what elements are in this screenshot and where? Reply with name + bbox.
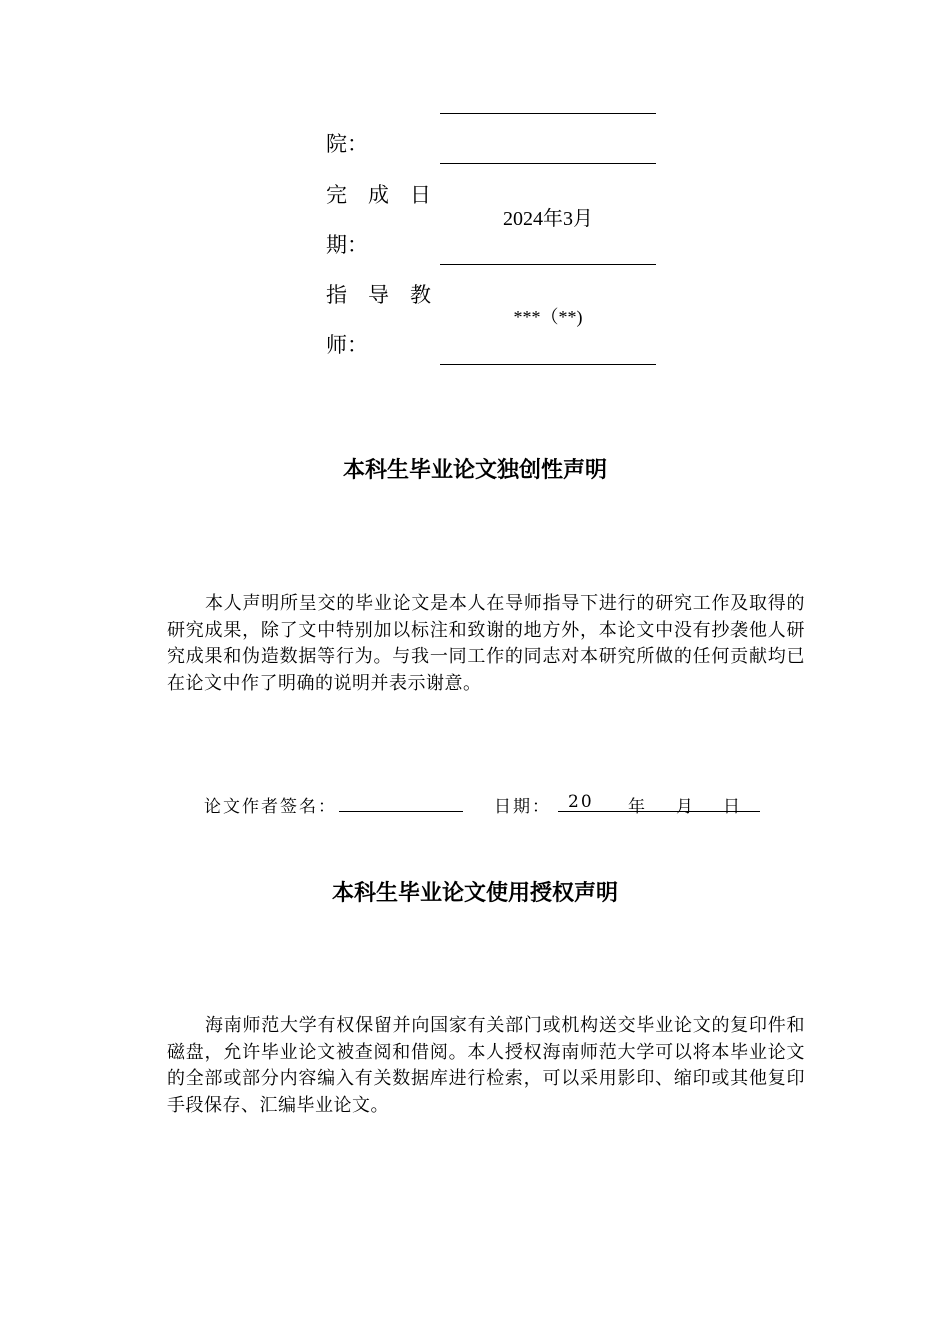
date-month-unit: 月 — [676, 797, 695, 817]
originality-body: 本人声明所呈交的毕业论文是本人在导师指导下进行的研究工作及取得的研究成果，除了文中特别加以标注和致谢的地方外，本论文中没有抄袭他人研究成果和伪造数据等行为。与我一同工作的同志对本研究所做的任何贡献均已在论文中作了明确的说明并表示谢意。 — [167, 593, 805, 694]
date-year: 20 — [568, 792, 594, 812]
advisor-label: 指 导 教 — [326, 283, 431, 307]
completion-date-line — [440, 264, 656, 265]
completion-date-label-end: 期： — [326, 233, 368, 257]
college-value-line — [440, 163, 656, 164]
authorization-title: 本科生毕业论文使用授权声明 — [331, 881, 618, 906]
advisor-value: ***（**) — [513, 307, 583, 327]
author-signature-line — [339, 811, 463, 812]
advisor-line — [440, 364, 656, 365]
author-signature-label: 论文作者签名： — [204, 797, 337, 817]
date-day-unit: 日 — [723, 797, 742, 817]
college-label: 院： — [326, 132, 368, 156]
date-line — [558, 811, 760, 812]
completion-date-label: 完 成 日 — [326, 183, 431, 207]
authorization-body: 海南师范大学有权保留并向国家有关部门或机构送交毕业论文的复印件和磁盘，允许毕业论文被查阅和借阅。本人授权海南师范大学可以将本毕业论文的全部或部分内容编入有关数据库进行检索，可以采用影印、缩印或其他复印手段保存、汇编毕业论文。 — [167, 1015, 805, 1116]
advisor-label-end: 师： — [326, 333, 368, 357]
college-top-line — [440, 113, 656, 114]
date-year-unit: 年 — [628, 797, 647, 817]
completion-date-value: 2024年3月 — [503, 208, 593, 230]
date-label: 日期： — [494, 797, 551, 817]
originality-title: 本科生毕业论文独创性声明 — [342, 458, 607, 483]
